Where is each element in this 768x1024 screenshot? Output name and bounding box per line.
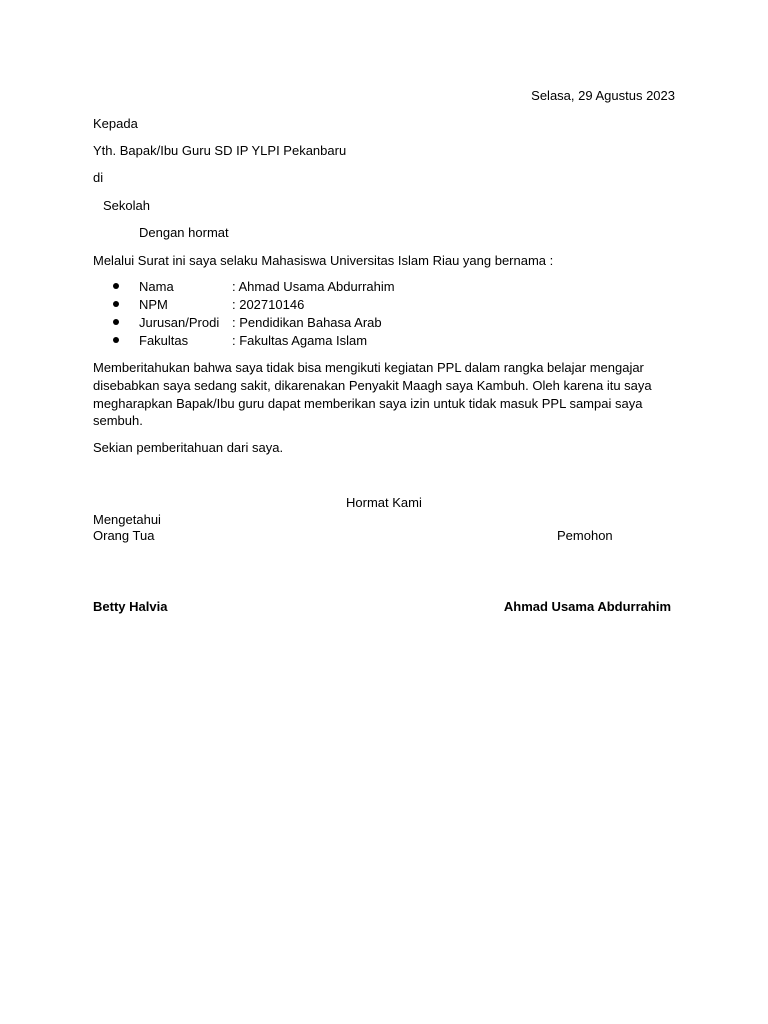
closing-sentence: Sekian pemberitahuan dari saya. [93,440,284,455]
identity-value: : 202710146 [232,297,305,312]
intro-sentence: Melalui Surat ini saya selaku Mahasiswa Universitas Islam Riau yang bernama : [93,253,554,268]
bullet-icon [113,283,119,289]
recipient-name: Yth. Bapak/Ibu Guru SD IP YLPI Pekanbaru [93,143,347,158]
recipient-to: Kepada [93,116,138,131]
acknowledged-label: Mengetahui [93,512,161,527]
bullet-icon [113,337,119,343]
identity-label: Jurusan/Prodi [139,315,220,330]
letter-date: Selasa, 29 Agustus 2023 [531,88,675,103]
bullet-icon [113,319,119,325]
salutation: Dengan hormat [139,225,229,240]
acknowledged-role: Orang Tua [93,528,155,543]
signature-right-name: Ahmad Usama Abdurrahim [503,599,671,614]
bullet-icon [113,301,119,307]
identity-label: NPM [139,297,168,312]
identity-label: Fakultas [139,333,189,348]
recipient-at: di [93,170,104,185]
identity-value: : Ahmad Usama Abdurrahim [232,279,395,294]
body-paragraph: Memberitahukan bahwa saya tidak bisa mengikuti kegiatan PPL dalam rangka belajar mengajar disebabkan saya sedang sakit, dikarenakan Penyakit Maagh saya Kambuh. Oleh karena itu saya megharapkan Bapak/Ibu guru dapat memberikan saya izin untuk tidak masuk PPL sampai saya sembuh. [93,360,652,429]
applicant-role: Pemohon [557,528,613,543]
identity-value: : Pendidikan Bahasa Arab [232,315,382,330]
identity-value: : Fakultas Agama Islam [232,333,368,348]
regards-text: Hormat Kami [346,495,422,510]
signature-left-name: Betty Halvia [93,599,168,614]
identity-label: Nama [139,279,174,294]
recipient-place: Sekolah [103,198,150,213]
